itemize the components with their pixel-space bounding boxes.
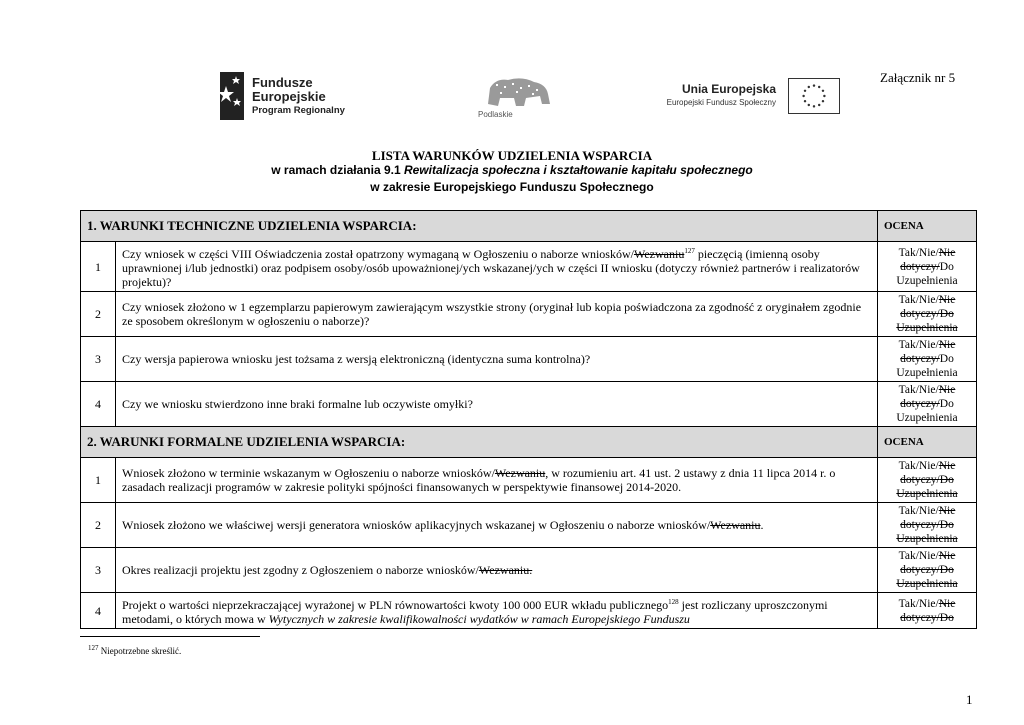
- fe-line3: Program Regionalny: [252, 105, 345, 116]
- fe-line2: Europejskie: [252, 89, 326, 104]
- footnote-divider: [80, 636, 260, 637]
- bison-icon: [478, 74, 554, 110]
- table-row: [81, 503, 977, 548]
- row-text: Czy wniosek w części VIII Oświadczenia został opatrzony wymaganą w Ogłoszeniu o naborze wniosków/Wezwaniu$^{127}$ pieczęcią (imienną osoby uprawnionej i/lub jednostki) oraz podpisem osoby/osób upoważnionej/ych wskazanej/ych w części II wniosku (dotyczy również partnerów i realizatorów projektu)?: [116, 242, 878, 292]
- section1-heading: 1. WARUNKI TECHNICZNE UDZIELENIA WSPARCIA:: [81, 211, 878, 242]
- doc-subtitle: w ramach działania 9.1 Rewitalizacja społeczna i kształtowanie kapitału społecznego: [271, 163, 753, 177]
- row-number: 4: [81, 593, 116, 629]
- section1-header-row: [81, 211, 977, 242]
- ocena-cell: Tak/Nie/Nie dotyczy/Do Uzupełnienia: [878, 548, 977, 593]
- row-text: Projekt o wartości nieprzekraczającej wyrażonej w PLN równowartości kwoty 100 000 EUR wkładu publicznego$^{128}$ jest rozliczany uproszczonymi metodami, o których mowa w Wytycznych w zakresie kwalifikowalności wydatków w ramach Europejskiego Funduszu: [116, 593, 878, 629]
- ocena-cell: Tak/Nie/Nie dotyczy/Do Uzupełnienia: [878, 503, 977, 548]
- ocena-cell: Tak/Nie/Nie dotyczy/Do Uzupełnienia: [878, 458, 977, 503]
- row-number: 2: [81, 292, 116, 337]
- fundusze-europejskie-logo: [220, 72, 350, 122]
- ocena-cell: Tak/Nie/Nie dotyczy/Do: [878, 593, 977, 629]
- footnote: $^{127}$ Niepotrzebne skreślić.: [88, 644, 182, 656]
- section2-heading: 2. WARUNKI FORMALNE UDZIELENIA WSPARCIA:: [81, 427, 878, 458]
- unia-europejska-logo: [660, 82, 850, 122]
- conditions-table: [80, 210, 977, 629]
- row-text: Czy wniosek złożono w 1 egzemplarzu papierowym zawierającym wszystkie strony (oryginał lub kopia poświadczona za zgodność z oryginałem zgodnie ze sposobem określonym w ogłoszeniu o naborze)?: [116, 292, 878, 337]
- table-row: [81, 458, 977, 503]
- row-number: 4: [81, 382, 116, 427]
- podlaskie-logo: [478, 74, 554, 122]
- ue-line1: Unia Europejska: [681, 82, 776, 96]
- doc-subtitle-2: w zakresie Europejskiego Funduszu Społecznego: [370, 180, 654, 194]
- table-row: [81, 593, 977, 629]
- row-text: Czy we wniosku stwierdzono inne braki formalne lub oczywiste omyłki?: [116, 382, 878, 427]
- table-row: [81, 292, 977, 337]
- page-number: 1: [966, 692, 973, 707]
- row-number: 1: [81, 242, 116, 292]
- table-row: [81, 382, 977, 427]
- eu-flag-icon: [788, 78, 840, 114]
- section2-ocena: OCENA: [878, 427, 977, 458]
- ocena-cell: Tak/Nie/Nie dotyczy/Do Uzupełnienia: [878, 337, 977, 382]
- section1-ocena: OCENA: [878, 211, 977, 242]
- row-text: Czy wersja papierowa wniosku jest tożsama z wersją elektroniczną (identyczna suma kontrolna)?: [116, 337, 878, 382]
- row-text: Wniosek złożono w terminie wskazanym w Ogłoszeniu o naborze wniosków/Wezwaniu, w rozumieniu art. 41 ust. 2 ustawy z dnia 11 lipca 2014 r. o zasadach realizacji programów w zakresie polityki spójności finansowanych w perspektywie finansowej 2014-2020.: [116, 458, 878, 503]
- row-number: 3: [81, 337, 116, 382]
- row-text: Okres realizacji projektu jest zgodny z Ogłoszeniem o naborze wniosków/Wezwaniu.: [116, 548, 878, 593]
- fe-star-mark-icon: [220, 72, 244, 120]
- ocena-cell: Tak/Nie/Nie dotyczy/Do Uzupełnienia: [878, 292, 977, 337]
- table-row: [81, 548, 977, 593]
- table-row: [81, 337, 977, 382]
- annex-label: Załącznik nr 5: [880, 70, 956, 85]
- row-number: 1: [81, 458, 116, 503]
- table-row: [81, 242, 977, 292]
- ue-line2: Europejski Fundusz Społeczny: [666, 98, 776, 107]
- row-number: 3: [81, 548, 116, 593]
- ocena-cell: Tak/Nie/Nie dotyczy/Do Uzupełnienia: [878, 242, 977, 292]
- row-number: 2: [81, 503, 116, 548]
- ocena-cell: Tak/Nie/Nie dotyczy/Do Uzupełnienia: [878, 382, 977, 427]
- section2-header-row: [81, 427, 977, 458]
- podlaskie-label: Podlaskie: [478, 110, 513, 119]
- fe-line1: Fundusze: [252, 75, 313, 90]
- doc-title: LISTA WARUNKÓW UDZIELENIA WSPARCIA: [371, 148, 653, 163]
- row-text: Wniosek złożono we właściwej wersji generatora wniosków aplikacyjnych wskazanej w Ogłoszeniu o naborze wniosków/Wezwaniu.: [116, 503, 878, 548]
